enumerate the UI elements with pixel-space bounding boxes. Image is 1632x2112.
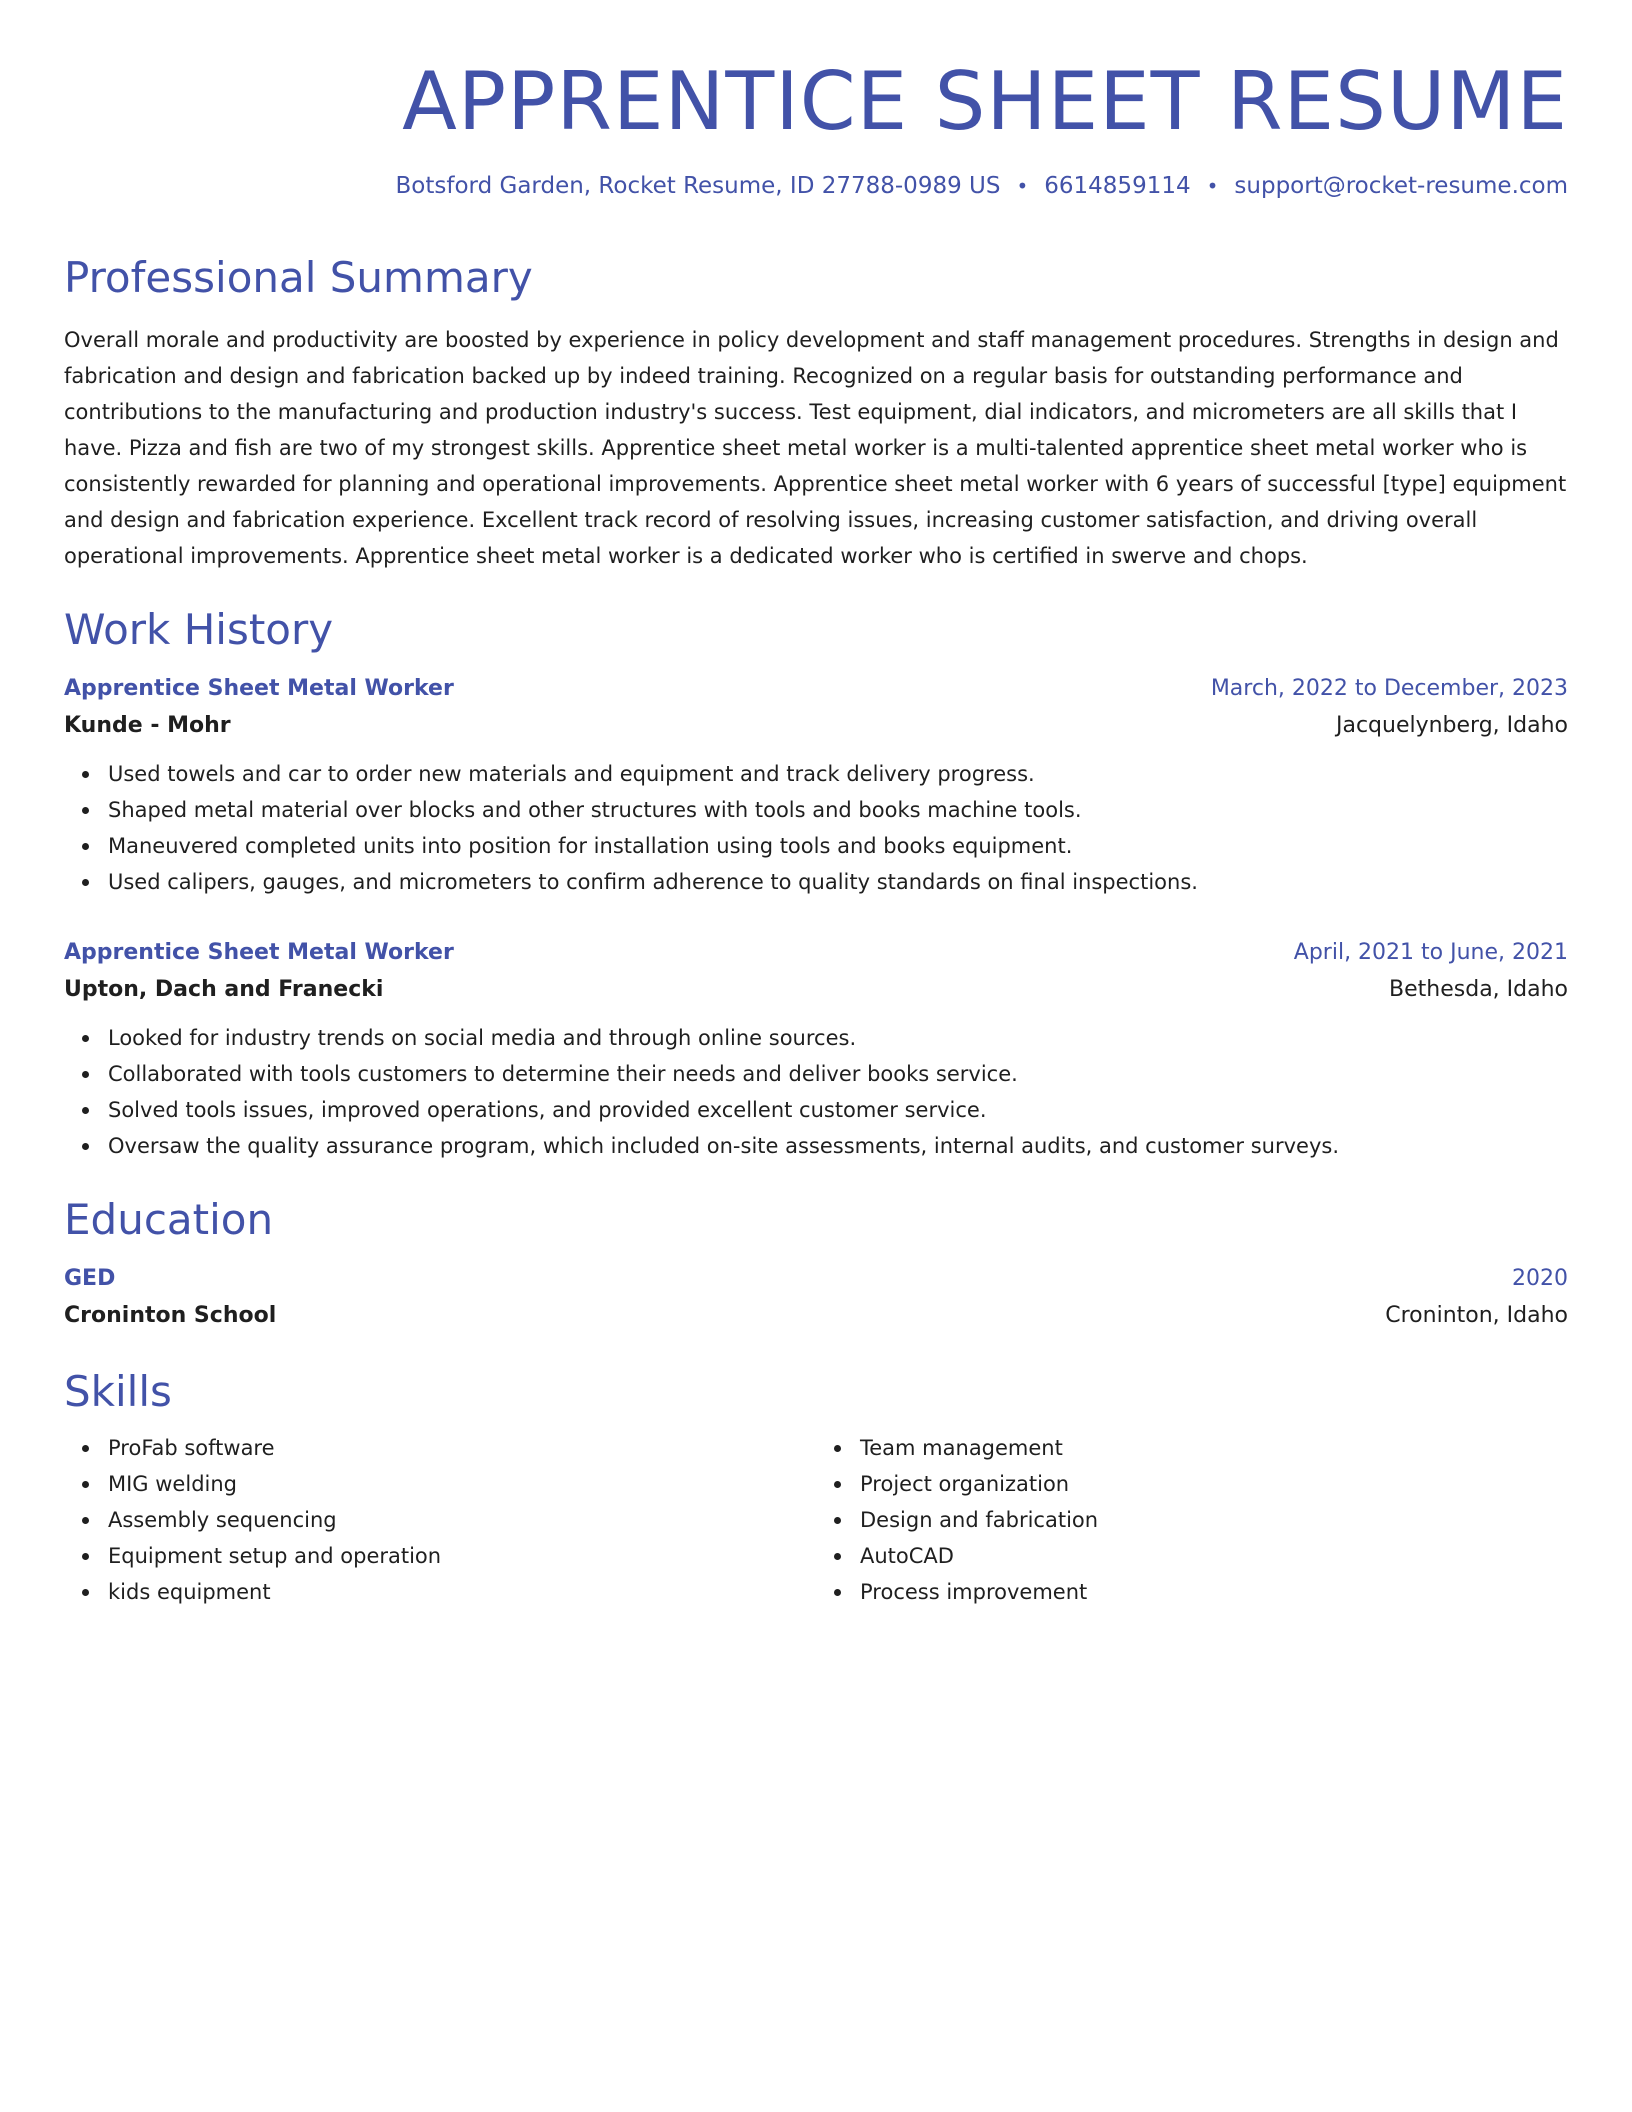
summary-text: Overall morale and productivity are boosted by experience in policy development and staff management procedures. Strengths in design and fabrication and design and fabrication backed up by indeed training. Recognized on a regular basis for outstanding performance and contributions to the manufacturing and production industry's success. Test equipment, dial indicators, and micrometers are all skills that I have. Pizza and fish are two of my strongest skills. Apprentice sheet metal worker is a multi-talented apprentice sheet metal worker who is consistently rewarded for planning and operational improvements. Apprentice sheet metal worker with 6 years of successful [type] equipment and design and fabrication experience. Excellent track record of resolving issues, increasing customer satisfaction, and driving overall operational improvements. Apprentice sheet metal worker is a dedicated worker who is certified in swerve and chops. [64, 328, 1567, 568]
education-heading: Education [64, 1195, 274, 1244]
job-company-row [64, 970, 1568, 1010]
skills-left-column [64, 1430, 816, 1610]
job-company: Upton, Dach and Franecki [64, 977, 384, 1002]
job-bullet: Looked for industry trends on social media and through online sources. [108, 1020, 1568, 1056]
skill-item: Project organization [860, 1466, 1568, 1502]
job-bullet: Oversaw the quality assurance program, which included on-site assessments, internal audits, and customer surveys. [108, 1128, 1568, 1164]
job-title: Apprentice Sheet Metal Worker [64, 676, 454, 701]
contact-phone: 6614859114 [1044, 173, 1191, 199]
education-section [64, 1192, 1568, 1336]
skill-item: MIG welding [108, 1466, 816, 1502]
skill-item: ProFab software [108, 1430, 816, 1466]
bullet-separator-icon: • [1206, 174, 1219, 198]
skill-item: Design and fabrication [860, 1502, 1568, 1538]
contact-address: Botsford Garden, Rocket Resume, ID 27788-0989 US [395, 173, 1001, 199]
job-bullets [64, 1020, 1568, 1164]
education-school: Croninton School [64, 1303, 277, 1328]
work-history-heading: Work History [64, 605, 334, 654]
skill-item: Equipment setup and operation [108, 1538, 816, 1574]
skills-right-column [816, 1430, 1568, 1610]
job-bullet: Used calipers, gauges, and micrometers to confirm adherence to quality standards on final inspections. [108, 864, 1568, 900]
education-entry [64, 1262, 1568, 1336]
resume-header [64, 50, 1568, 202]
job-bullet: Solved tools issues, improved operations, and provided excellent customer service. [108, 1092, 1568, 1128]
skills-heading: Skills [64, 1367, 172, 1416]
education-location: Croninton, Idaho [1385, 1303, 1568, 1328]
job-bullet: Maneuvered completed units into position for installation using tools and books equipment. [108, 828, 1568, 864]
summary-heading: Professional Summary [64, 253, 533, 302]
job-dates: April, 2021 to June, 2021 [1293, 940, 1568, 965]
job-entry [64, 672, 1568, 900]
resume-name: APPRENTICE SHEET RESUME [402, 55, 1568, 148]
job-bullet: Used towels and car to order new materials and equipment and track delivery progress. [108, 756, 1568, 792]
job-entry [64, 936, 1568, 1164]
job-bullet: Collaborated with tools customers to determine their needs and deliver books service. [108, 1056, 1568, 1092]
bullet-separator-icon: • [1016, 174, 1029, 198]
job-location: Bethesda, Idaho [1389, 977, 1568, 1002]
work-history-section [64, 602, 1568, 1164]
job-company: Kunde - Mohr [64, 713, 231, 738]
skills-grid [64, 1430, 1568, 1610]
education-school-row [64, 1296, 1568, 1336]
skills-section [64, 1364, 1568, 1610]
job-company-row [64, 706, 1568, 746]
education-degree: GED [64, 1266, 116, 1291]
job-dates: March, 2022 to December, 2023 [1210, 676, 1568, 701]
job-title: Apprentice Sheet Metal Worker [64, 940, 454, 965]
summary-section [64, 250, 1568, 574]
job-bullets [64, 756, 1568, 900]
contact-line [64, 170, 1568, 202]
skill-item: Process improvement [860, 1574, 1568, 1610]
job-title-row [64, 672, 1568, 706]
job-title-row [64, 936, 1568, 970]
job-bullet: Shaped metal material over blocks and other structures with tools and books machine tools. [108, 792, 1568, 828]
contact-email[interactable]: support@rocket-resume.com [1234, 173, 1568, 199]
skill-item: AutoCAD [860, 1538, 1568, 1574]
skill-item: Team management [860, 1430, 1568, 1466]
skill-item: kids equipment [108, 1574, 816, 1610]
education-year: 2020 [1512, 1266, 1568, 1291]
education-degree-row [64, 1262, 1568, 1296]
job-location: Jacquelynberg, Idaho [1335, 713, 1568, 738]
skill-item: Assembly sequencing [108, 1502, 816, 1538]
